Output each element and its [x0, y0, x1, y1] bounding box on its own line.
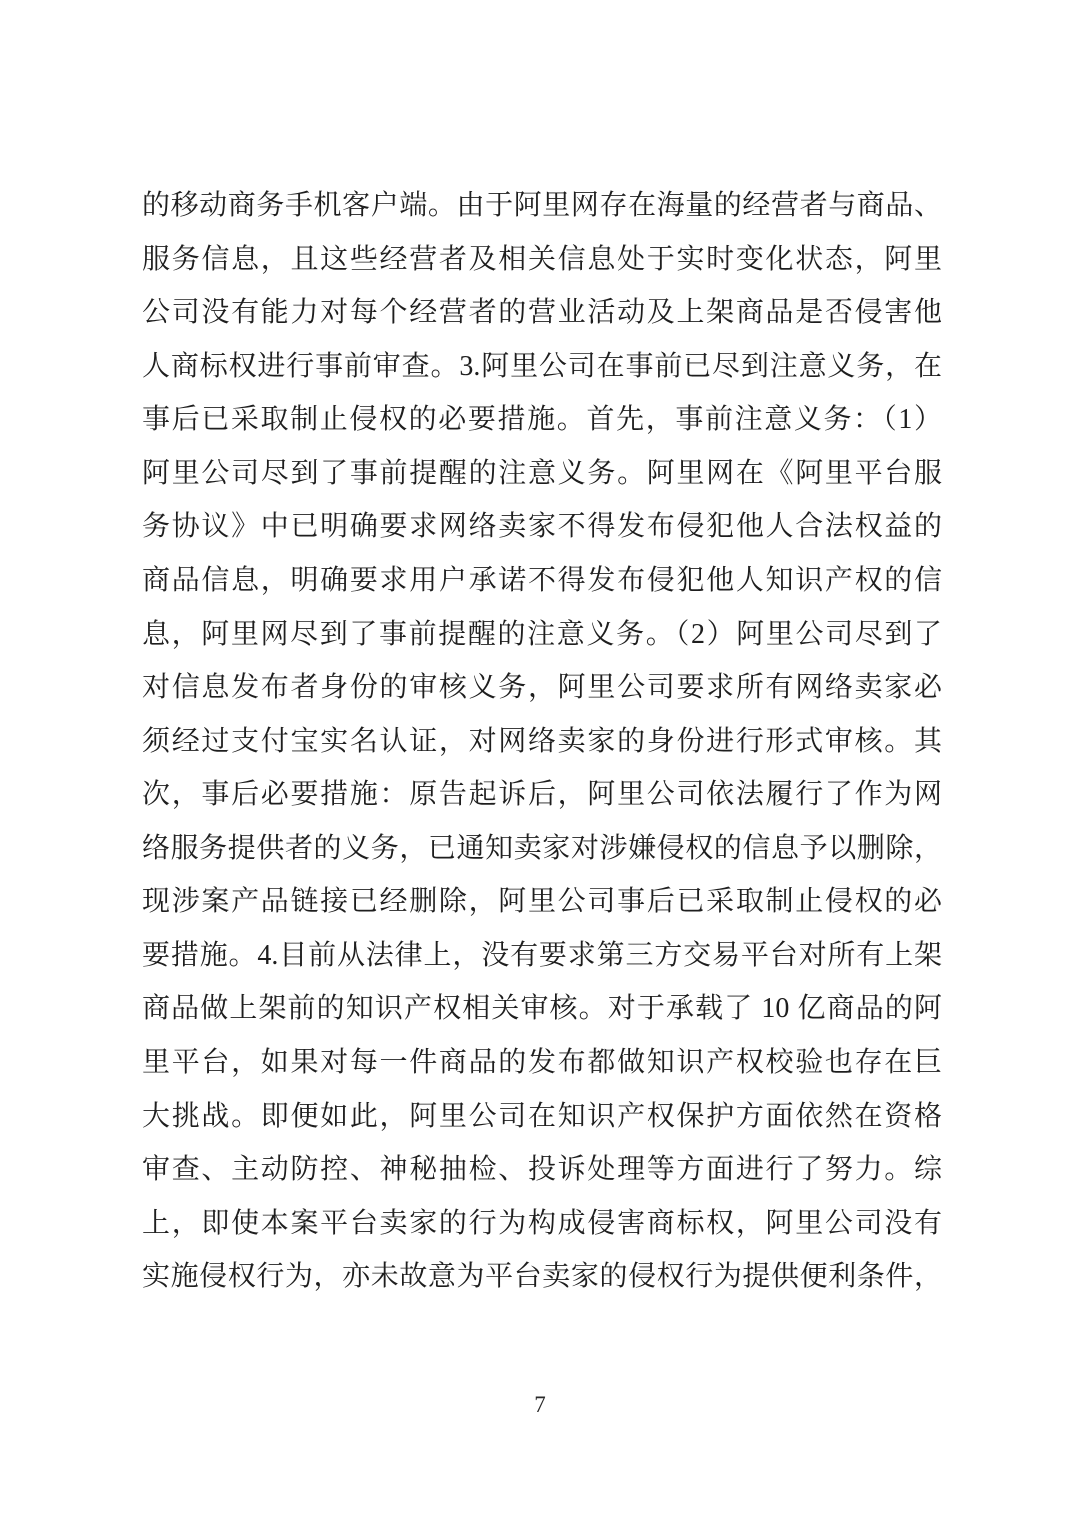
text-line: 的移动商务手机客户端。由于阿里网存在海量的经营者与商品、	[142, 190, 942, 221]
text-line: 商品做上架前的知识产权相关审核。对于承载了 10 亿商品的阿	[142, 993, 942, 1025]
page-number: 7	[534, 1392, 546, 1417]
text-line: 人商标权进行事前审查。3.阿里公司在事前已尽到注意义务，在	[142, 350, 942, 382]
text-line: 对信息发布者身份的审核义务，阿里公司要求所有网络卖家必	[142, 672, 942, 704]
text-line: 实施侵权行为，亦未故意为平台卖家的侵权行为提供便利条件，	[142, 1261, 942, 1293]
text-line: 络服务提供者的义务，已通知卖家对涉嫌侵权的信息予以删除，	[142, 832, 942, 864]
text-line: 现涉案产品链接已经删除，阿里公司事后已采取制止侵权的必	[142, 886, 942, 918]
text-line: 里平台，如果对每一件商品的发布都做知识产权校验也存在巨	[142, 1047, 942, 1078]
text-line: 须经过支付宝实名认证，对网络卖家的身份进行形式审核。其	[142, 725, 942, 757]
text-line: 息，阿里网尽到了事前提醒的注意义务。（2）阿里公司尽到了	[142, 618, 942, 650]
text-line: 务协议》中已明确要求网络卖家不得发布侵犯他人合法权益的	[142, 511, 942, 543]
text-line: 商品信息，明确要求用户承诺不得发布侵犯他人知识产权的信	[142, 564, 942, 596]
text-line: 公司没有能力对每个经营者的营业活动及上架商品是否侵害他	[142, 297, 942, 329]
text-line: 事后已采取制止侵权的必要措施。首先，事前注意义务：（1）	[142, 404, 942, 436]
text-line: 服务信息，且这些经营者及相关信息处于实时变化状态，阿里	[142, 243, 942, 275]
text-line: 要措施。4.目前从法律上，没有要求第三方交易平台对所有上架	[142, 939, 942, 971]
body-text-block	[142, 179, 942, 1304]
text-line: 次，事后必要措施：原告起诉后，阿里公司依法履行了作为网	[142, 779, 942, 811]
text-line: 审查、主动防控、神秘抽检、投诉处理等方面进行了努力。综	[142, 1154, 942, 1186]
text-line: 阿里公司尽到了事前提醒的注意义务。阿里网在《阿里平台服	[142, 457, 942, 489]
text-line: 大挑战。即便如此，阿里公司在知识产权保护方面依然在资格	[142, 1100, 942, 1132]
text-line: 上，即使本案平台卖家的行为构成侵害商标权，阿里公司没有	[142, 1207, 942, 1239]
